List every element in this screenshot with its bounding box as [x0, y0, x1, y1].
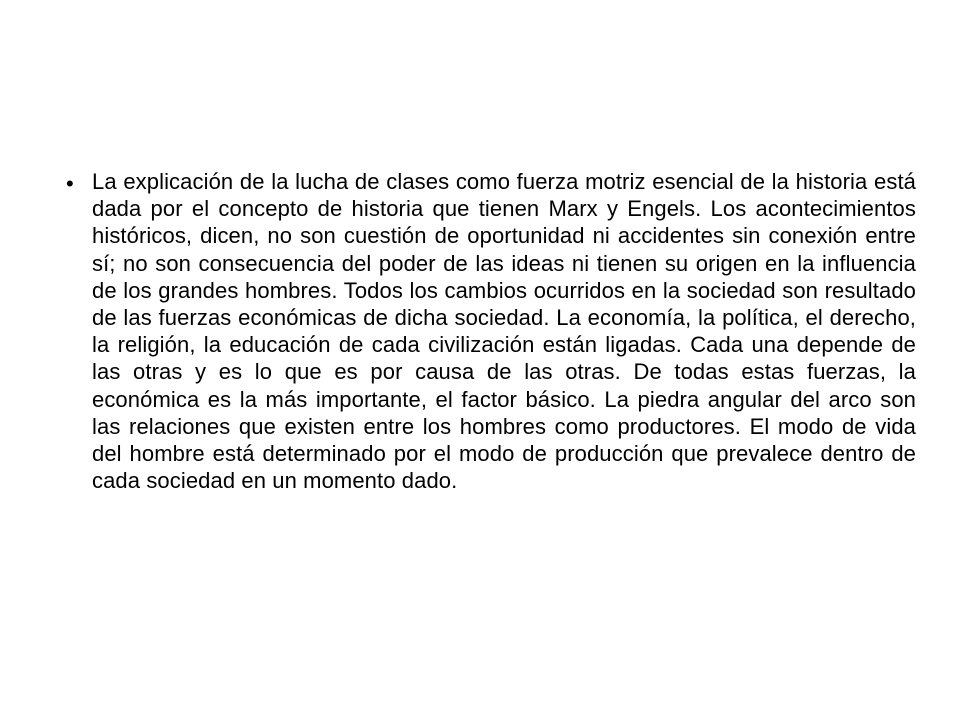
bullet-dot-icon: • — [66, 171, 74, 196]
bullet-item — [66, 168, 916, 494]
bullet-paragraph: La explicación de la lucha de clases como fuerza motriz esencial de la historia está dada por el concepto de historia que tienen Marx y Engels. Los acontecimientos históricos, dicen, no son cuestión de oportunidad ni accidentes sin conexión entre sí; no son consecuencia del poder de las ideas ni tienen su origen en la influencia de los grandes hombres. Todos los cambios ocurridos en la sociedad son resultado de las fuerzas económicas de dicha sociedad. La economía, la política, el derecho, la religión, la educación de cada civilización están ligadas. Cada una depende de las otras y es lo que es por causa de las otras. De todas estas fuerzas, la económica es la más importante, el factor básico. La piedra angular del arco son las relaciones que existen entre los hombres como productores. El modo de vida del hombre está determinado por el modo de producción que prevalece dentro de cada sociedad en un momento dado. — [92, 169, 916, 494]
bullet-list — [66, 168, 916, 494]
